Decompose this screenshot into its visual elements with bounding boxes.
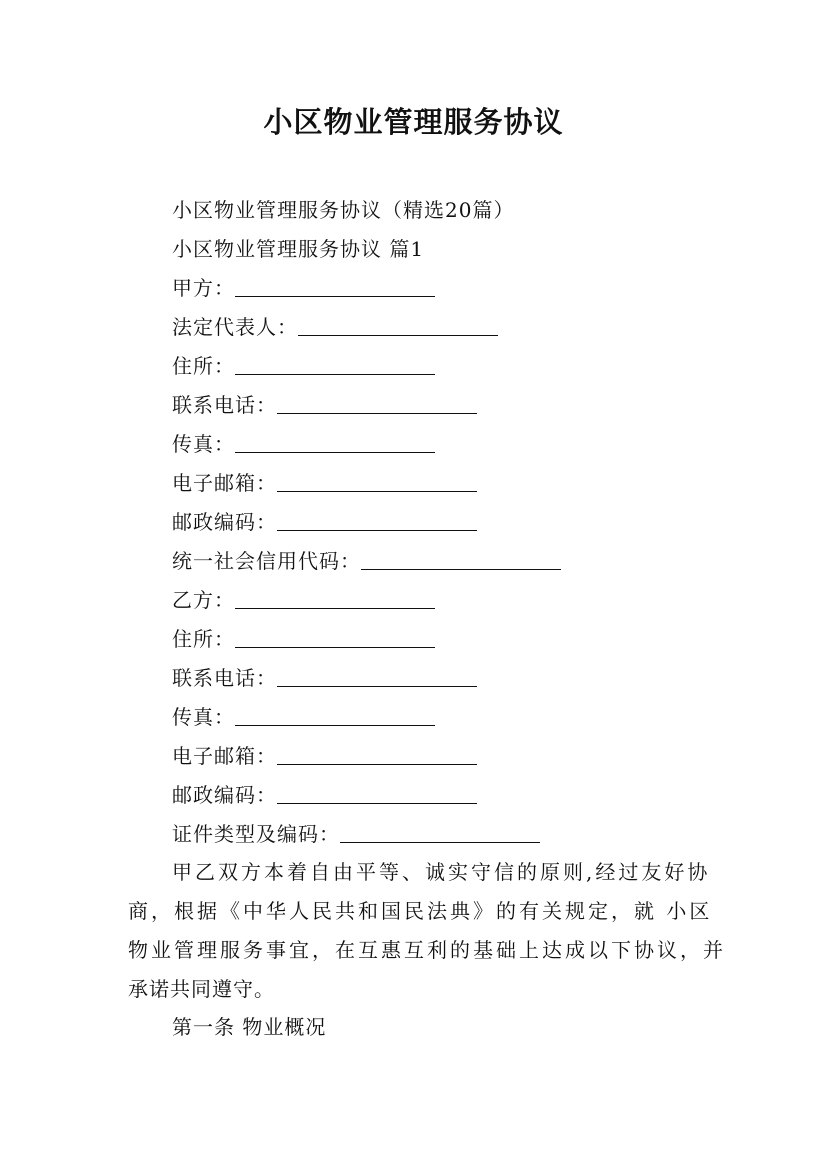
blank-line[interactable] [277, 471, 477, 492]
document-subtitle: 小区物业管理服务协议（精选20篇） [172, 198, 515, 222]
field-credit-code [172, 546, 561, 576]
blank-line[interactable] [235, 276, 435, 297]
blank-line[interactable] [235, 354, 435, 375]
blank-line[interactable] [235, 588, 435, 609]
article-heading: 第一条 物业概况 [172, 1015, 327, 1039]
field-label: 证件类型及编码： [172, 822, 340, 846]
field-label: 邮政编码： [172, 510, 277, 534]
field-party-b-phone [172, 663, 477, 693]
field-party-a-email [172, 468, 477, 498]
field-label: 住所： [172, 627, 235, 651]
field-id-type [172, 819, 540, 849]
field-party-b-postcode [172, 780, 477, 810]
field-label: 住所： [172, 354, 235, 378]
field-party-a-fax [172, 429, 435, 459]
blank-line[interactable] [235, 627, 435, 648]
field-label: 乙方： [172, 588, 235, 612]
blank-line[interactable] [235, 432, 435, 453]
field-party-a-phone [172, 390, 477, 420]
field-label: 电子邮箱： [172, 744, 277, 768]
field-label: 联系电话： [172, 393, 277, 417]
paragraph-line: 甲乙双方本着自由平等、诚实守信的原则,经过友好协 [172, 860, 711, 884]
field-party-a-address [172, 351, 435, 381]
field-label: 统一社会信用代码： [172, 549, 361, 573]
field-party-a [172, 273, 435, 303]
field-label: 邮政编码： [172, 783, 277, 807]
blank-line[interactable] [340, 822, 540, 843]
field-legal-representative [172, 312, 498, 342]
field-party-b-email [172, 741, 477, 771]
field-party-b-address [172, 624, 435, 654]
blank-line[interactable] [235, 705, 435, 726]
field-party-b [172, 585, 435, 615]
field-party-a-postcode [172, 507, 477, 537]
document-title: 小区物业管理服务协议 [263, 105, 564, 139]
blank-line[interactable] [277, 510, 477, 531]
blank-line[interactable] [298, 315, 498, 336]
paragraph-line: 承诺共同遵守。 [128, 977, 275, 1001]
blank-line[interactable] [277, 783, 477, 804]
paragraph-line: 物业管理服务事宜，在互惠互利的基础上达成以下协议，并 [128, 938, 726, 962]
blank-line[interactable] [361, 549, 561, 570]
field-label: 传真： [172, 705, 235, 729]
blank-line[interactable] [277, 744, 477, 765]
field-label: 联系电话： [172, 666, 277, 690]
blank-line[interactable] [277, 393, 477, 414]
agreement-paragraph [128, 853, 726, 1009]
paragraph-line: 商，根据《中华人民共和国民法典》的有关规定，就 小区 [128, 899, 713, 923]
field-label: 电子邮箱： [172, 471, 277, 495]
section-heading: 小区物业管理服务协议 篇1 [172, 237, 425, 261]
field-party-b-fax [172, 702, 435, 732]
blank-line[interactable] [277, 666, 477, 687]
field-label: 传真： [172, 432, 235, 456]
field-label: 法定代表人： [172, 315, 298, 339]
field-label: 甲方： [172, 276, 235, 300]
